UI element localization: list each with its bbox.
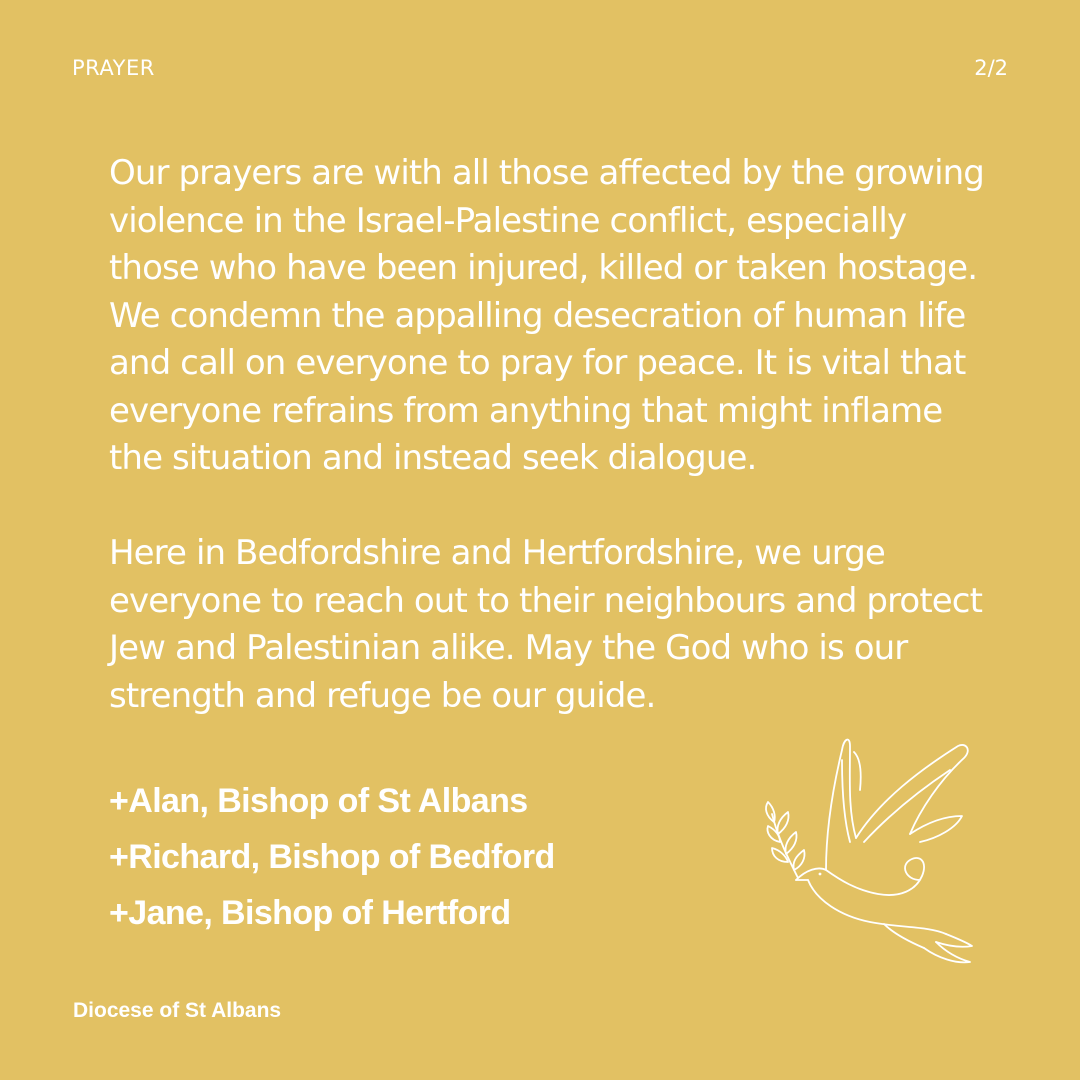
signatures bbox=[109, 773, 555, 941]
section-label: PRAYER bbox=[72, 56, 155, 80]
prayer-body bbox=[109, 150, 1009, 720]
prayer-paragraph: Here in Bedfordshire and Hertfordshire, we urge everyone to reach out to their neighbours and protect Jew and Palestinian alike. May the God who is our strength and refuge be our guide. bbox=[109, 533, 983, 716]
prayer-paragraph: Our prayers are with all those affected by the growing violence in the Israel-Palestine conflict, especially those who have been injured, killed or taken hostage. We condemn the appalling desecration of human life and call on everyone to pray for peace. It is vital that everyone refrains from anything that might inflame the situation and instead seek dialogue. bbox=[109, 153, 984, 478]
organization-label: Diocese of St Albans bbox=[73, 999, 282, 1022]
page-indicator: 2/2 bbox=[974, 56, 1008, 80]
signature-bishop-hertford: +Jane, Bishop of Hertford bbox=[109, 894, 511, 932]
signature-bishop-st-albans: +Alan, Bishop of St Albans bbox=[109, 782, 528, 820]
signature-bishop-bedford: +Richard, Bishop of Bedford bbox=[109, 838, 555, 876]
dove-icon bbox=[760, 730, 980, 980]
